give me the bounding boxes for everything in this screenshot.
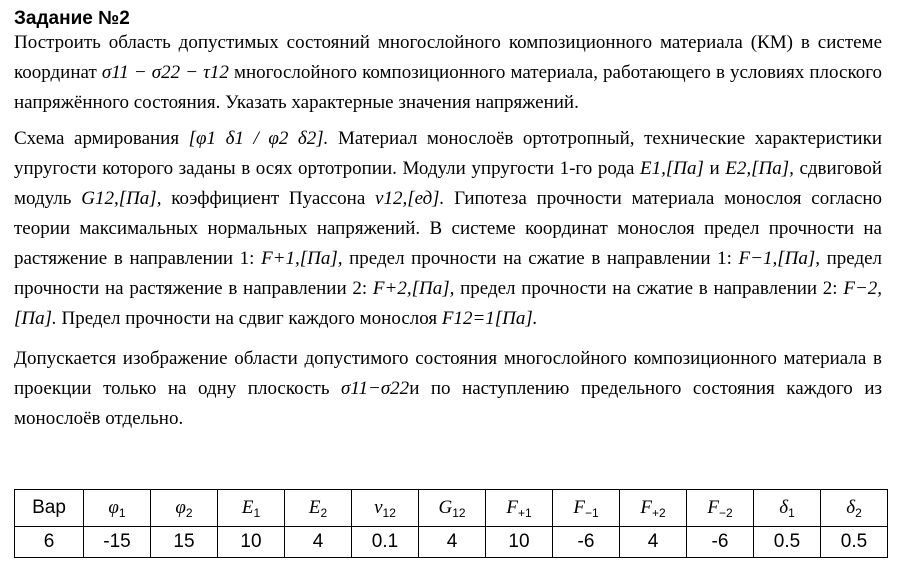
description-text: Материал монослоёв ортотропный, технические характеристики упругости которого заданы в осях ортотропии. Модули упругости 1-го рода [14, 128, 882, 179]
description-text: коэффициент Пуассона [171, 188, 366, 209]
description-text: Гипотеза прочности материала монослоя согласно теории максимальных нормальных напряжений. В системе координат монослоя предел прочности на растяжение в направлении 1: [14, 188, 883, 269]
table-header-cell [620, 490, 687, 527]
statement-text: многослойного композиционного материала, работающего [233, 62, 711, 83]
table-value-cell: 0.5 [821, 527, 888, 558]
description-text: Схема армирования [14, 128, 180, 149]
header-symbol: E [241, 497, 254, 518]
table-header-cell [84, 490, 151, 527]
header-index: 2 [855, 506, 862, 520]
table-value-cell: 0.1 [352, 527, 419, 558]
header-index: +2 [651, 506, 666, 520]
table-header-cell [352, 490, 419, 527]
header-symbol: G [438, 497, 453, 518]
allowance-note [14, 344, 882, 434]
table-value-cell: 6 [15, 527, 84, 558]
header-index: +1 [517, 506, 532, 520]
statement-text: в условиях плоского напряжённого состояния. Указать характерные значения напряжений. [14, 62, 883, 113]
header-index: 12 [382, 506, 396, 520]
table-value-cell: 0.5 [754, 527, 821, 558]
header-index: 2 [320, 506, 328, 520]
header-index: 1 [118, 506, 126, 520]
description-text: предел прочности на растяжение в направлении 2: [14, 248, 883, 299]
table-header-cell [15, 490, 84, 527]
header-symbol: F [707, 497, 719, 518]
table-header-row [15, 490, 888, 527]
nu12-formula: ν12,[ед]. [375, 188, 445, 209]
task-statement [14, 28, 882, 118]
table-header-cell [553, 490, 620, 527]
material-description [14, 124, 882, 334]
table-value-cell: 4 [419, 527, 486, 558]
header-index: 1 [788, 506, 795, 520]
f-plus1-formula: F+1,[Па], [261, 248, 343, 269]
statement-text: в системе координат [14, 32, 883, 83]
description-text: Предел прочности на сдвиг каждого монослоя [61, 308, 438, 329]
table-header-cell [754, 490, 821, 527]
f-minus2-formula: F−2,[Па]. [14, 278, 883, 329]
task-title: Задание №2 [14, 8, 130, 29]
header-symbol: φ [175, 497, 186, 518]
note-text: Допускается изображение области допустимого состояния многослойного композиционного материала в проекции только на одну плоскость [14, 348, 882, 399]
e1-formula: E1,[Па] [640, 158, 704, 179]
table-header-cell [151, 490, 218, 527]
task-document [14, 8, 882, 434]
table-value-cell: -6 [687, 527, 754, 558]
header-symbol: E [308, 497, 321, 518]
description-text: предел прочности на сжатие в направлении 2: [460, 278, 838, 299]
table-header-cell [218, 490, 285, 527]
table-value-cell: -6 [553, 527, 620, 558]
header-symbol: φ [108, 497, 119, 518]
header-index: 1 [253, 506, 261, 520]
description-text: предел прочности на сжатие в направлении 1: [349, 248, 732, 269]
header-symbol: F [640, 497, 652, 518]
f-plus2-formula: F+2,[Па], [372, 278, 455, 299]
table-value-cell: 15 [151, 527, 218, 558]
f-minus1-formula: F−1,[Па], [738, 248, 820, 269]
header-label: Вар [32, 497, 66, 518]
table-value-cell: 4 [620, 527, 687, 558]
table-header-cell [821, 490, 888, 527]
table-header-cell [687, 490, 754, 527]
note-text: и по наступлению предельного состояния каждого из монослоёв отдельно. [14, 378, 882, 429]
statement-text: Построить область допустимых состояний многослойного композиционного материала (КМ) [14, 32, 793, 53]
header-index: −1 [584, 506, 599, 520]
description-text: сдвиговой модуль [14, 158, 883, 209]
header-index: 2 [185, 506, 193, 520]
parameters-table [14, 489, 888, 558]
coordinate-system-formula: σ11 − σ22 − τ12 [101, 62, 229, 83]
table-value-cell: 10 [486, 527, 553, 558]
header-symbol: ν [374, 497, 383, 518]
header-index: −2 [718, 506, 733, 520]
table-value-cell: -15 [84, 527, 151, 558]
header-symbol: F [573, 497, 585, 518]
header-symbol: δ [846, 497, 856, 518]
table-values-row [15, 527, 888, 558]
table-value-cell: 10 [218, 527, 285, 558]
table-header-cell [419, 490, 486, 527]
header-symbol: δ [779, 497, 789, 518]
projection-plane-formula: σ11−σ22 [341, 378, 410, 399]
header-symbol: F [506, 497, 518, 518]
table-header-cell [486, 490, 553, 527]
description-text: и [709, 158, 720, 179]
table-header-cell [285, 490, 352, 527]
table-value-cell: 4 [285, 527, 352, 558]
reinforcement-scheme-formula: [φ1 δ1 / φ2 δ2]. [188, 128, 329, 149]
header-index: 12 [452, 506, 466, 520]
g12-formula: G12,[Па], [81, 188, 162, 209]
e2-formula: E2,[Па], [725, 158, 794, 179]
f12-formula: F12=1[Па]. [441, 308, 538, 329]
